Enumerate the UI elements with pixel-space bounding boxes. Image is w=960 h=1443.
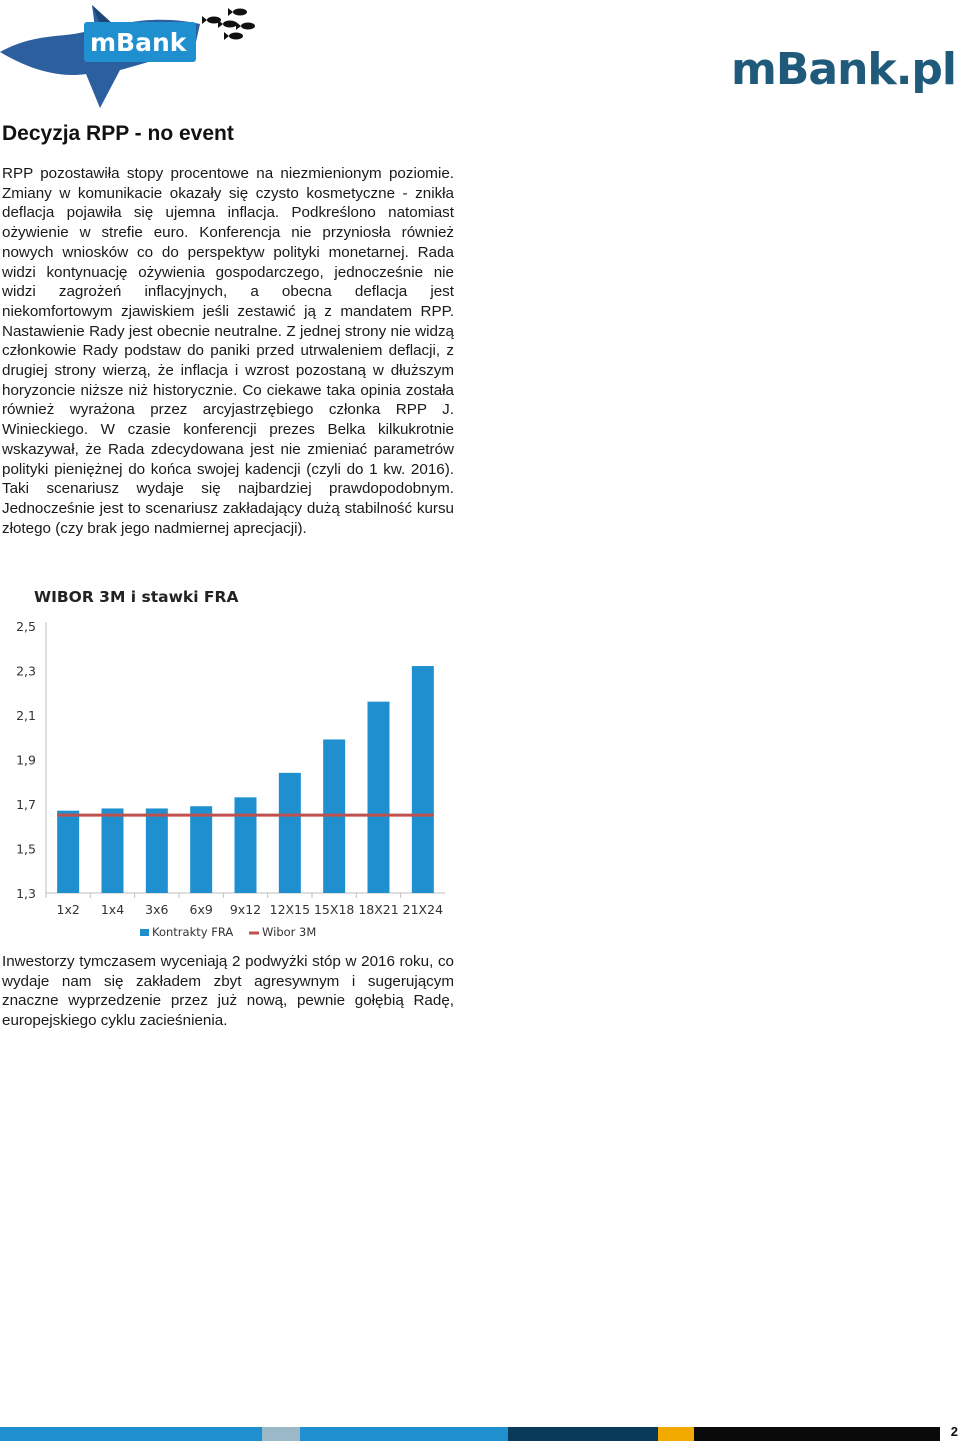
y-tick-label: 1,7: [16, 797, 36, 812]
bar-fra: [57, 811, 79, 893]
bar-fra: [412, 666, 434, 893]
x-tick-label: 6x9: [189, 902, 213, 917]
site-logo: mBank.pl: [731, 44, 956, 95]
x-tick-label: 1x4: [100, 902, 125, 917]
bar-fra: [235, 797, 257, 893]
footer-stripe-segment: [658, 1427, 694, 1441]
legend-label-wibor: Wibor 3M: [262, 925, 317, 939]
bar-fra: [190, 806, 212, 893]
body-paragraph: RPP pozostawiła stopy procentowe na niezmienionym poziomie. Zmiany w komunikacie okazały się czysto kosmetyczne - znikła deflacja pojawiła się ujemna inflacja. Podkreślono natomiast ożywienie w strefie euro. Konferencja nie przyniosła również nowych wniosków co do perspektyw polityki monetarnej. Rada widzi kontynuację ożywienia gospodarczego, jednocześnie nie widzi zagrożeń inflacyjnych, a obecna deflacja jest niekomfortowym zjawiskiem jeśli zestawić ją z mandatem RPP. Nastawienie Rady jest obecnie neutralne. Z jednej strony nie widzą członkowie Rady podstaw do paniki przed utrwaleniem deflacji, z drugiej strony wierzą, że inflacja i wzrost pozostaną w dłuższym horyzoncie niższe niż historycznie. Co ciekawe taka opinia została również wyrażona przez arcyjastrzębiego członka RPP J. Winieckiego. W czasie konferencji prezes Belka kilkukrotnie wskazywał, że Rada zdecydowana jest nie zmieniać parametrów polityki pieniężnej do końca swojej kadencji (czyli do 1 kw. 2016). Taki scenariusz wydaje się najbardziej prawdopodobnym. Jednocześnie jest to scenariusz zakładający dużą stabilność kursu złotego (czy brak jego nadmiernej aprecjacji).: [2, 165, 454, 537]
legend-label-fra: Kontrakty FRA: [152, 925, 234, 939]
footer-stripe-segment: [0, 1427, 262, 1441]
y-tick-label: 1,3: [16, 886, 36, 901]
footer-stripe-segment: [262, 1427, 300, 1441]
x-tick-label: 3x6: [145, 902, 169, 917]
page-title: Decyzja RPP - no event: [2, 122, 234, 145]
x-tick-label: 18X21: [358, 902, 399, 917]
chart-title: WIBOR 3M i stawki FRA: [34, 588, 239, 606]
x-tick-label: 1x2: [56, 902, 80, 917]
bar-fra: [279, 773, 301, 893]
legend-swatch-fra: [140, 929, 149, 936]
x-tick-label: 12X15: [269, 902, 311, 917]
y-tick-label: 2,3: [16, 663, 36, 679]
x-tick-label: 15X18: [313, 902, 355, 917]
bar-fra: [102, 808, 124, 893]
wibor-fra-chart: [0, 580, 460, 945]
footer-stripe: [0, 1427, 940, 1441]
y-tick-label: 2,1: [16, 708, 36, 723]
chart-svg: [0, 580, 460, 945]
logo-text: mBank: [90, 28, 187, 57]
fish-icon: [202, 8, 255, 40]
y-tick-label: 2,5: [16, 619, 36, 634]
bar-fra: [368, 702, 390, 893]
bar-fra: [146, 808, 168, 893]
footer-stripe-segment: [694, 1427, 940, 1441]
y-tick-label: 1,5: [16, 841, 36, 857]
footer-stripe-segment: [300, 1427, 508, 1441]
footer-stripe-segment: [508, 1427, 658, 1441]
mbank-shark-logo: [0, 0, 260, 115]
x-tick-label: 9x12: [229, 902, 262, 917]
body-paragraph-2: Inwestorzy tymczasem wyceniają 2 podwyżki stóp w 2016 roku, co wydaje nam się zakładem zbyt agresywnym i sugerującym znaczne wyprzedzenie przez już nową, pewnie gołębią Radę, europejskiego cyklu zacieśnienia.: [2, 953, 454, 1030]
y-tick-label: 1,9: [16, 752, 36, 768]
page-number: 2: [950, 1424, 958, 1439]
x-tick-label: 21X24: [402, 902, 444, 917]
